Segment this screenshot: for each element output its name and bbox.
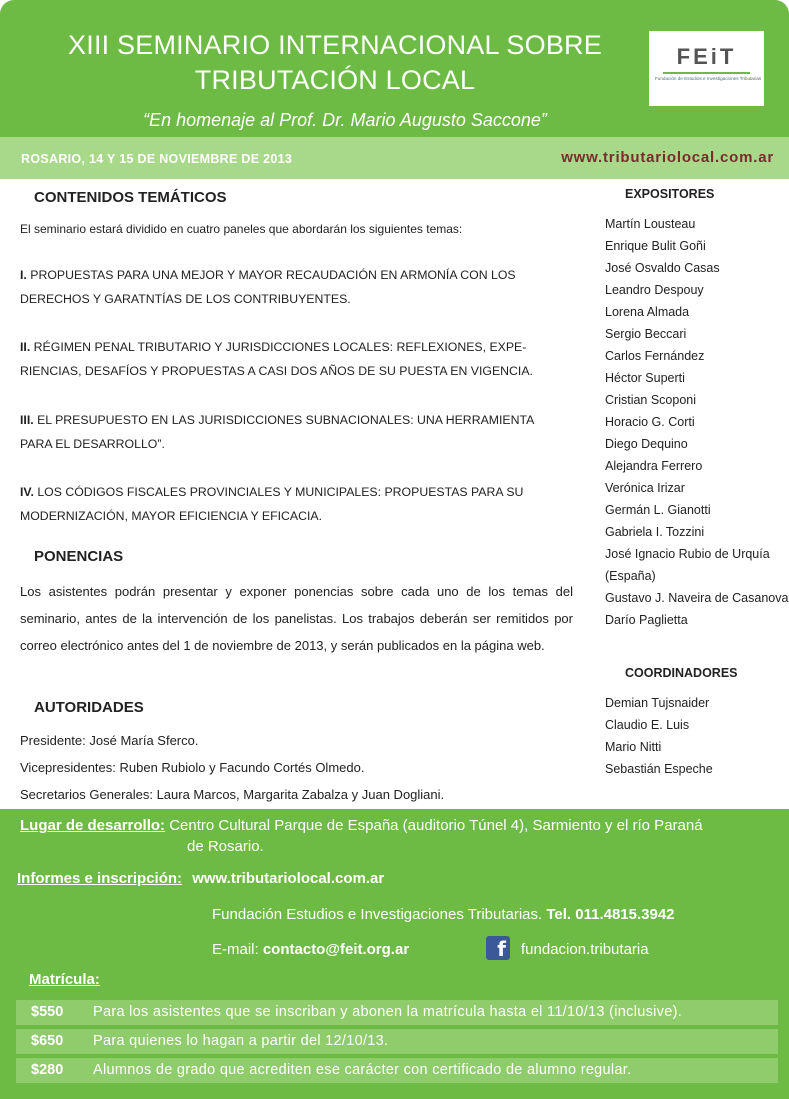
autoridad-presidente: Presidente: José María Sferco. <box>20 733 199 748</box>
coordinador-name: Claudio E. Luis <box>605 718 690 732</box>
coordinador-name: Sebastián Espeche <box>605 762 713 776</box>
fundacion-row <box>212 906 675 923</box>
panel-line-1: RÉGIMEN PENAL TRIBUTARIO Y JURISDICCIONES LOCALES: REFLEXIONES, EXPE- <box>30 340 527 354</box>
expositor-name: Diego Dequino <box>605 437 688 451</box>
expositor-name: Germán L. Gianotti <box>605 503 711 517</box>
facebook-link[interactable]: fundacion.tributaria <box>521 941 649 958</box>
title-line-2: TRIBUTACIÓN LOCAL <box>194 65 476 95</box>
expositor-name: José Ignacio Rubio de Urquía <box>605 547 770 561</box>
panel-line-2: MODERNIZACIÓN, MAYOR EFICIENCIA Y EFICACIA. <box>20 509 322 523</box>
panel-line-1: PROPUESTAS PARA UNA MEJOR Y MAYOR RECAUDACIÓN EN ARMONÍA CON LOS <box>26 268 516 282</box>
facebook-icon[interactable]: f <box>486 936 510 960</box>
contenidos-title: CONTENIDOS TEMÁTICOS <box>34 189 227 206</box>
fundacion-name: Fundación Estudios e Investigaciones Tributarias. <box>212 906 547 923</box>
price-amount: $650 <box>31 1033 64 1049</box>
telefono: Tel. 011.4815.3942 <box>546 906 675 923</box>
expositor-name: Alejandra Ferrero <box>605 459 703 473</box>
expositor-name: Sergio Beccari <box>605 327 687 341</box>
coordinador-name: Mario Nitti <box>605 740 662 754</box>
informes-row <box>17 870 384 887</box>
website-link[interactable]: www.tributariolocal.com.ar <box>561 149 774 166</box>
panel-item-4 <box>20 480 565 528</box>
expositor-name: Héctor Superti <box>605 371 685 385</box>
page-title <box>0 28 670 98</box>
price-row <box>16 1029 778 1054</box>
expositor-name: Darío Paglietta <box>605 613 688 627</box>
logo-underline <box>663 72 750 74</box>
date-bar <box>0 137 789 179</box>
contenidos-intro: El seminario estará dividido en cuatro paneles que abordarán los siguientes temas: <box>20 222 463 236</box>
expositor-name: Gabriela I. Tozzini <box>605 525 705 539</box>
lugar-text: Centro Cultural Parque de España (auditorio Túnel 4), Sarmiento y el río Paraná <box>169 817 703 834</box>
coordinadores-title: COORDINADORES <box>625 666 738 680</box>
panel-number: I. <box>20 268 27 282</box>
panel-number: IV. <box>20 485 34 499</box>
panel-number: II. <box>20 340 31 354</box>
expositor-name: Lorena Almada <box>605 305 690 319</box>
panel-number: III. <box>20 413 34 427</box>
expositor-name: Leandro Despouy <box>605 283 704 297</box>
panel-line-2: PARA EL DESARROLLO”. <box>20 437 165 451</box>
homenaje-subtitle: “En homenaje al Prof. Dr. Mario Augusto Saccone” <box>143 110 547 130</box>
price-row <box>16 1000 778 1025</box>
expositor-name: Enrique Bulit Goñi <box>605 239 706 253</box>
price-description: Para los asistentes que se inscriban y abonen la matrícula hasta el 11/10/13 (inclusive). <box>93 1004 683 1020</box>
expositor-name: Carlos Fernández <box>605 349 705 363</box>
logo-text: FEiT <box>676 44 737 69</box>
price-amount: $550 <box>31 1004 64 1020</box>
expositor-name: Gustavo J. Naveira de Casanova <box>605 591 789 605</box>
expositor-name: (España) <box>605 569 656 583</box>
panel-line-1: LOS CÓDIGOS FISCALES PROVINCIALES Y MUNICIPALES: PROPUESTAS PARA SU <box>33 485 524 499</box>
panel-item-2 <box>20 335 565 383</box>
autoridad-secretarios: Secretarios Generales: Laura Marcos, Margarita Zabalza y Juan Dogliani. <box>20 787 445 802</box>
autoridades-title: AUTORIDADES <box>34 699 144 716</box>
price-row <box>16 1058 778 1083</box>
ponencias-text: Los asistentes podrán presentar y exponer ponencias sobre cada uno de los temas del seminario, antes de la intervención de los panelistas. Los trabajos deberán ser remitidos por correo electrónico antes del 1 de noviembre de 2013, y serán publicados en la página web. <box>20 584 573 653</box>
informes-label: Informes e inscripción: <box>17 870 183 887</box>
expositor-name: Martín Lousteau <box>605 217 696 231</box>
panel-item-1 <box>20 263 565 311</box>
event-date: ROSARIO, 14 Y 15 DE NOVIEMBRE DE 2013 <box>21 152 293 166</box>
autoridad-vicepresidentes: Vicepresidentes: Ruben Rubiolo y Facundo Cortés Olmedo. <box>20 760 365 775</box>
ponencias-title: PONENCIAS <box>34 548 124 565</box>
header-banner <box>0 0 789 137</box>
panel-item-3 <box>20 408 565 456</box>
price-description: Para quienes lo hagan a partir del 12/10/13. <box>93 1033 389 1049</box>
title-line-1: XIII SEMINARIO INTERNACIONAL SOBRE <box>68 30 602 60</box>
matricula-label: Matrícula: <box>29 971 100 988</box>
panel-line-1: EL PRESUPUESTO EN LAS JURISDICCIONES SUBNACIONALES: UNA HERRAMIENTA <box>33 413 535 427</box>
email-label: E-mail: <box>212 941 263 958</box>
informes-url[interactable]: www.tributariolocal.com.ar <box>192 870 385 887</box>
email-row <box>212 941 409 958</box>
price-amount: $280 <box>31 1062 64 1078</box>
lugar-line-2: de Rosario. <box>187 838 264 855</box>
panel-line-2: DERECHOS Y GARATNTÍAS DE LOS CONTRIBUYENTES. <box>20 292 351 306</box>
expositor-name: Verónica Irizar <box>605 481 685 495</box>
panel-line-2: RIENCIAS, DESAFÍOS Y PROPUESTAS A CASI DOS AÑOS DE SU PUESTA EN VIGENCIA. <box>20 364 533 378</box>
email-link[interactable]: contacto@feit.org.ar <box>262 941 410 958</box>
price-description: Alumnos de grado que acrediten ese carácter con certificado de alumno regular. <box>93 1062 632 1078</box>
expositores-title: EXPOSITORES <box>625 187 715 201</box>
coordinador-name: Demian Tujsnaider <box>605 696 710 710</box>
lugar-row <box>20 817 703 834</box>
logo-subtext: Fundación de Estudios e Investigaciones Tributarias <box>655 76 762 81</box>
expositor-name: José Osvaldo Casas <box>605 261 720 275</box>
expositor-name: Cristian Scoponi <box>605 393 697 407</box>
feit-logo <box>649 31 764 106</box>
expositor-name: Horacio G. Corti <box>605 415 695 429</box>
lugar-label: Lugar de desarrollo: <box>20 817 166 834</box>
